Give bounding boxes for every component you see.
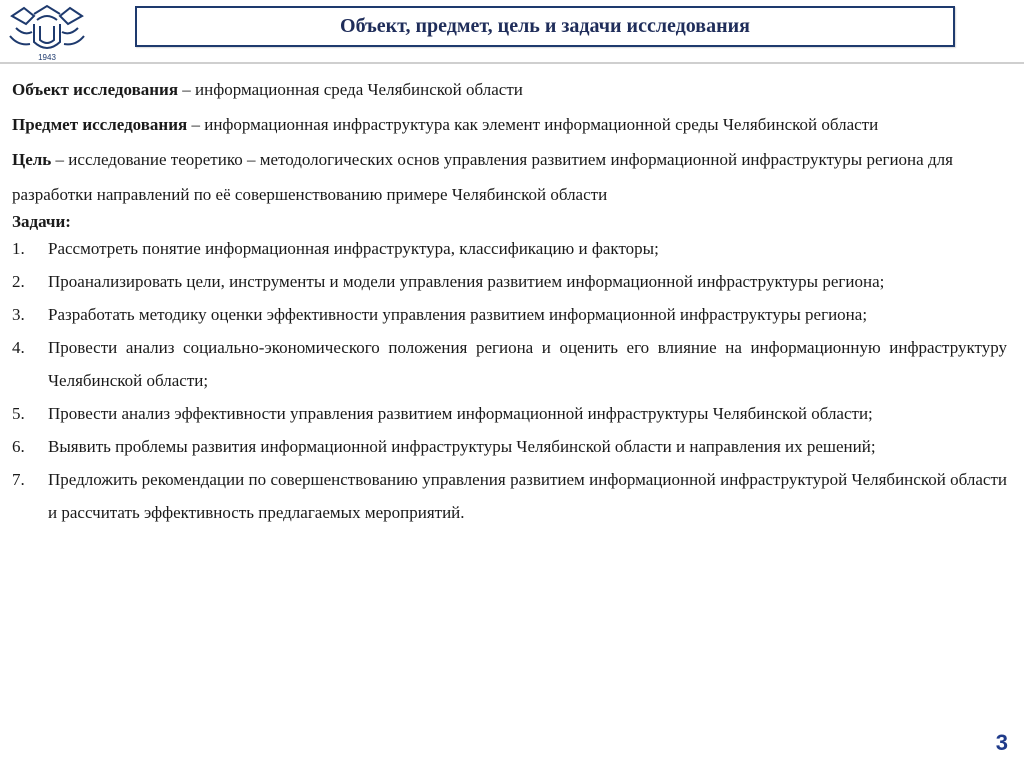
- task-item: [12, 331, 1007, 397]
- task-number: 5.: [12, 404, 25, 423]
- tasks-heading: Задачи:: [12, 212, 71, 231]
- task-item: [12, 430, 1007, 463]
- title-box: [135, 6, 955, 47]
- task-item: [12, 463, 1007, 529]
- subject-label: Предмет исследования: [12, 115, 188, 134]
- task-number: 3.: [12, 305, 25, 324]
- goal-text: – исследование теоретико – методологических основ управления развитием информационной инфраструктуры региона для разработки направлений по её совершенствованию примере Челябинской области: [12, 150, 953, 204]
- logo-year: 1943: [38, 53, 56, 62]
- task-number: 1.: [12, 239, 25, 258]
- task-item: [12, 265, 1007, 298]
- page-title: Объект, предмет, цель и задачи исследования: [340, 15, 750, 37]
- goal-paragraph: [12, 142, 1007, 212]
- tasks-list: [12, 232, 1007, 529]
- object-label: Объект исследования: [12, 80, 179, 99]
- university-logo: [4, 2, 90, 64]
- task-text: Проанализировать цели, инструменты и модели управления развитием информационной инфраструктуры региона;: [48, 272, 885, 291]
- subject-paragraph: [12, 107, 1007, 142]
- header-divider: [0, 62, 1024, 64]
- object-paragraph: [12, 72, 1007, 107]
- task-number: 7.: [12, 470, 25, 489]
- page-number: 3: [995, 730, 1008, 755]
- task-text: Предложить рекомендации по совершенствованию управления развитием информационной инфраструктурой Челябинской области и рассчитать эффективность предлагаемых мероприятий.: [48, 470, 1007, 522]
- subject-text: – информационная инфраструктура как элемент информационной среды Челябинской области: [187, 115, 879, 134]
- object-text: – информационная среда Челябинской области: [178, 80, 523, 99]
- task-item: [12, 232, 1007, 265]
- task-number: 6.: [12, 437, 25, 456]
- task-text: Рассмотреть понятие информационная инфраструктура, классификацию и факторы;: [48, 239, 659, 258]
- task-number: 2.: [12, 272, 25, 291]
- goal-label: Цель: [12, 150, 52, 169]
- task-number: 4.: [12, 338, 25, 357]
- task-item: [12, 298, 1007, 331]
- content: [12, 72, 1007, 529]
- task-text: Провести анализ эффективности управления развитием информационной инфраструктуры Челябинской области;: [48, 404, 873, 423]
- task-text: Выявить проблемы развития информационной инфраструктуры Челябинской области и направления их решений;: [48, 437, 876, 456]
- task-text: Разработать методику оценки эффективности управления развитием информационной инфраструктуры региона;: [48, 305, 868, 324]
- task-text: Провести анализ социально-экономического положения региона и оценить его влияние на информационную инфраструктуру Челябинской области;: [48, 338, 1007, 390]
- task-item: [12, 397, 1007, 430]
